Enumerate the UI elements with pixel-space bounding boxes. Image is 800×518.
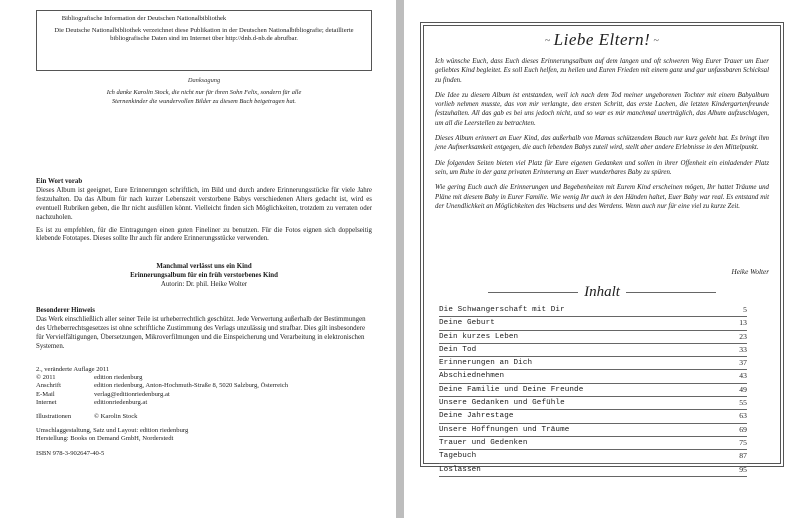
toc-heading [404, 284, 800, 301]
foreword-paragraph-2: Es ist zu empfehlen, für die Eintragungen einen guten Fineliner zu benutzen. Für die Fotos eignen sich doppelseitig klebende Fototapes. Dieses sollte Ihr auch für andere Erinnerungsstücke verwenden. [36, 226, 372, 243]
toc-title: Unsere Hoffnungen und Träume [439, 425, 570, 434]
toc-title: Unsere Gedanken und Gefühle [439, 399, 565, 408]
toc-page: 69 [739, 424, 747, 434]
imprint-key: © 2011 [36, 374, 56, 382]
bib-text: Die Deutsche Nationalbibliothek verzeichnet diese Publikation in der Deutschen Nationalbibliografie; detaillierte bibliografische Daten sind im Internet über http://dnb.d-nb.de abrufbar. [54, 26, 354, 43]
foreword-section [36, 178, 372, 248]
imprint-key: Anschrift [36, 382, 61, 390]
book-title-block [36, 262, 372, 289]
notice-heading: Besonderer Hinweis [36, 307, 95, 314]
imprint-row [36, 391, 372, 399]
foreword-paragraph-1: Dieses Album ist geeignet, Eure Erinnerungen schriftlich, im Bild und durch andere Erinnerungsstücke für viele Jahre festzuhalten. Da das Album für nach kurzer Lebenszeit verstorbene Babys verschiedenen Alters gedacht ist, wird es eventuell Rubriken geben, die Ihr nicht ausfüllen könnt. Vielleicht finden sich Möglichkeiten, trotzdem zu verraten oder nachzuholen. [36, 186, 372, 221]
flourish-left-icon: ~ [544, 35, 554, 47]
toc-page: 55 [739, 398, 747, 408]
imprint-row [36, 382, 372, 390]
letter-text [435, 57, 769, 217]
bib-heading: Bibliografische Information der Deutschen Nationalbibliothek [61, 15, 227, 22]
toc-row[interactable] [439, 437, 747, 450]
imprint-value: verlag@editionriedenburg.at [94, 390, 170, 398]
toc-title: Dein Tod [439, 345, 477, 354]
toc-page: 5 [743, 305, 747, 314]
signature: Heike Wolter [731, 268, 769, 276]
imprint-edition: 2., veränderte Auflage 2011 [36, 366, 110, 373]
toc-title: Erinnerungen an Dich [439, 359, 533, 368]
toc-title: Deine Jahrestage [439, 412, 514, 421]
toc-title: Deine Familie und Deine Freunde [439, 385, 584, 394]
imprint-key: Illustrationen [36, 413, 72, 421]
toc-row[interactable] [439, 464, 747, 477]
toc-page: 63 [739, 411, 747, 421]
imprint-design: Umschlaggestaltung, Satz und Layout: edition riedenburg [36, 427, 189, 435]
book-author: Autorin: Dr. phil. Heike Wolter [160, 281, 248, 288]
letter-paragraph: Die folgenden Seiten bieten viel Platz für Eure eigenen Gedanken und sollen in ihrer Offenheit ein einladender Platz sein, um Ruhe in der ganz privaten Erinnerung an Euer wunderbares Baby zu spüren. [435, 159, 769, 176]
imprint-print: Herstellung: Books on Demand GmbH, Norderstedt [36, 435, 174, 443]
imprint-value: editionriedenburg.at [94, 398, 148, 406]
toc-title: Die Schwangerschaft mit Dir [439, 306, 565, 314]
divider-right [626, 292, 716, 293]
letter-paragraph: Die Idee zu diesem Album ist entstanden, weil ich nach dem Tod meiner ungeborenen Tochter mit einem Babyalbum vorlieb nehmen musste, das von mir verlangte, den ersten Schritt, das erste Lachen, die letzten Kindergartenfreunde festzuhalten. All das gab es bei uns jedoch nicht, und so war es mir manchmal unerträglich, das Album aufzuschlagen, um all die Leerstellen zu betrachten. [435, 91, 769, 127]
acknowledgement-text: Ich danke Karolin Stock, die nicht nur für ihren Sohn Felix, sondern für alle Sternenkinder die wundervollen Bilder zu diesem Buch beigetragen hat. [106, 89, 302, 105]
book-gutter [396, 0, 404, 518]
toc-page: 87 [739, 451, 747, 461]
letter-paragraph: Dieses Album erinnert an Euer Kind, das außerhalb von Mamas schützendem Bauch nur kurz gelebt hat. Es bringt ihm jene Aufmerksamkeit entgegen, die auch lebenden Babys zuteil wird, stellt aber andere Erlebnisse in den Mittelpunkt. [435, 135, 769, 152]
letter-paragraph: Wie gering Euch auch die Erinnerungen und Begebenheiten mit Eurem Kind erscheinen mögen, Ihr hattet Träume und Pläne mit diesem Baby in Eurer Familie. Wie wenig Ihr auch in den Händen haltet, Euer Baby war real. Es entstand mit der Unendlichkeit an Möglichkeiten des Wachsens und des Werdens. Wenn auch nur für eine viel zu kurze Zeit. [435, 184, 769, 210]
toc-row[interactable] [439, 410, 747, 423]
toc-row[interactable] [439, 384, 747, 397]
imprint-key: E-Mail [36, 390, 55, 398]
imprint-key: Internet [36, 398, 57, 406]
toc-title: Tagebuch [439, 452, 477, 461]
table-of-contents [439, 304, 747, 477]
foreword-heading: Ein Wort vorab [36, 178, 83, 185]
toc-title: Deine Geburt [439, 319, 495, 328]
letter-paragraph: Ich wünsche Euch, dass Euch dieses Erinnerungsalbum auf dem langen und oft schweren Weg Eurer Trauer um Euer geliebtes Kind begleitet. Es soll Euch helfen, zu heilen und Euren Frieden mit einem ganz und gar unfassbaren Schicksal zu finden. [435, 58, 769, 84]
imprint-value: edition riedenburg, Anton-Hochmuth-Straße 8, 5020 Salzburg, Österreich [94, 382, 289, 390]
greeting-text: Liebe Eltern! [553, 30, 651, 49]
notice-text: Das Werk einschließlich aller seiner Teile ist urheberrechtlich geschützt. Jede Verwertung außerhalb der Bestimmungen des Urheberrechtsgesetzes ist ohne schriftliche Zustimmung des Verlags unzulässig und strafbar. Dies gilt insbesondere für Vervielfältigungen, Übersetzungen, Mikroverfilmungen und die Einspeicherung und Verarbeitung in elektronischen Systemen. [36, 315, 366, 350]
acknowledgement-heading: Danksagung [187, 77, 221, 84]
book-subtitle: Erinnerungsalbum für ein früh verstorbenes Kind [130, 272, 278, 279]
imprint-illustrations [36, 413, 372, 421]
book-title: Manchmal verlässt uns ein Kind [156, 263, 252, 270]
divider-left [488, 292, 578, 293]
toc-page: 43 [739, 371, 747, 381]
toc-row[interactable] [439, 450, 747, 463]
left-page [0, 0, 396, 518]
imprint-value: © Karolin Stock [94, 413, 138, 421]
toc-row[interactable] [439, 397, 747, 410]
toc-title: Trauer und Gedenken [439, 438, 528, 447]
notice-section [36, 307, 372, 352]
toc-title: Dein kurzes Leben [439, 332, 519, 341]
imprint [36, 366, 372, 458]
toc-row[interactable] [439, 331, 747, 344]
toc-row[interactable] [439, 357, 747, 370]
acknowledgement [100, 76, 308, 106]
toc-row[interactable] [439, 317, 747, 330]
toc-page: 37 [739, 358, 747, 368]
toc-title: Abschiednehmen [439, 372, 505, 381]
toc-page: 49 [739, 384, 747, 394]
bibliographic-info-box [36, 10, 372, 71]
imprint-row [36, 399, 372, 407]
imprint-value: edition riedenburg [94, 374, 143, 382]
toc-page: 23 [739, 331, 747, 341]
toc-heading-text: Inhalt [584, 284, 620, 300]
imprint-isbn: ISBN 978-3-902647-40-5 [36, 449, 105, 457]
toc-page: 13 [739, 318, 747, 328]
toc-row[interactable] [439, 304, 747, 317]
toc-row[interactable] [439, 370, 747, 383]
toc-page: 33 [739, 344, 747, 354]
right-page [404, 0, 800, 518]
toc-page: 75 [739, 437, 747, 447]
toc-page: 95 [739, 464, 747, 474]
toc-title: Loslassen [439, 465, 481, 474]
toc-row[interactable] [439, 424, 747, 437]
toc-row[interactable] [439, 344, 747, 357]
flourish-right-icon: ~ [650, 35, 660, 47]
imprint-row [36, 374, 372, 382]
greeting-heading [404, 30, 800, 50]
